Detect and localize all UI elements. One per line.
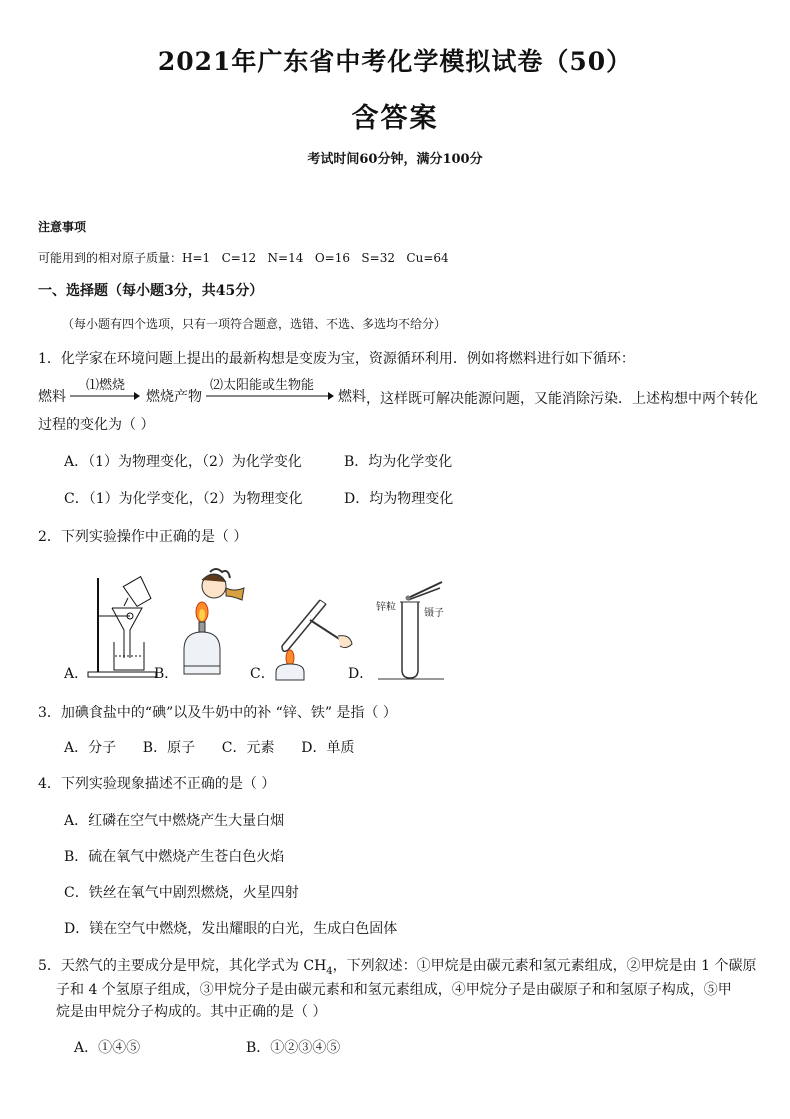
q1-flow-mid: 燃烧产物 xyxy=(146,389,202,405)
q2-option-b[interactable]: B． xyxy=(154,666,179,682)
q5-subscript: 4 xyxy=(326,965,333,977)
q1-stem: 1．化学家在环境问题上提出的最新构想是变废为宝，资源循环利用．例如将燃料进行如下循环： xyxy=(38,351,635,367)
q5-option-b[interactable]: B．①②③④⑤ xyxy=(246,1040,341,1056)
notice-heading: 注意事项 xyxy=(38,220,87,234)
filtration-apparatus-image xyxy=(84,572,160,680)
q1-flow-end: 燃料 xyxy=(338,389,366,405)
q1-option-d[interactable]: D．均为物理变化 xyxy=(344,491,454,507)
exam-duration: 考试时间60分钟，满分100分 xyxy=(307,152,483,167)
section-heading: 一、选择题（每小题3分，共45分） xyxy=(38,283,264,299)
q3-stem: 3．加碘食盐中的“碘”以及牛奶中的补 “锌、铁” 是指（ ） xyxy=(38,705,397,721)
q1-flow-start: 燃料 xyxy=(38,389,66,405)
q1-arrow-2 xyxy=(206,389,334,403)
q1-step1-label: ⑴燃烧 xyxy=(86,378,126,393)
q5-stem-text-cont: ，下列叙述：①甲烷是由碳元素和氢元素组成，②甲烷是由 1 个碳原 xyxy=(332,958,757,974)
adding-zinc-to-test-tube-image xyxy=(368,574,448,682)
q5-stem-line3: 烷是由甲烷分子构成的。其中正确的是（ ） xyxy=(56,1004,327,1020)
q1-stem-cont: ，这样既可解决能源问题，又能消除污染．上述构想中两个转化 xyxy=(366,391,758,407)
section-instruction: （每小题有四个选项，只有一项符合题意，选错、不选、多选均不给分） xyxy=(62,317,447,331)
q4-option-b[interactable]: B．硫在氧气中燃烧产生苍白色火焰 xyxy=(64,849,285,865)
q2-option-a[interactable]: A． xyxy=(64,666,89,682)
q5-stem-line2: 子和 4 个氢原子组成，③甲烷分子是由碳元素和和氢元素组成，④甲烷分子是由碳原子和和氢原子构成，⑤甲 xyxy=(56,982,732,998)
page-title: 2021年广东省中考化学模拟试卷（50） xyxy=(157,47,633,76)
q1-arrow-1 xyxy=(70,389,140,403)
label-zinc: 锌粒 xyxy=(376,602,396,613)
q4-option-c[interactable]: C．铁丝在氧气中剧烈燃烧，火星四射 xyxy=(64,885,299,901)
q2-option-c[interactable]: C． xyxy=(250,666,275,682)
heating-test-tube-image xyxy=(270,590,354,682)
q1-option-c[interactable]: C．（1）为化学变化，（2）为物理变化 xyxy=(64,491,303,507)
q4-option-a[interactable]: A．红磷在空气中燃烧产生大量白烟 xyxy=(64,813,285,829)
q2-stem: 2．下列实验操作中正确的是（ ） xyxy=(38,529,248,545)
label-tweezers: 镊子 xyxy=(424,608,444,619)
blowing-out-lamp-image xyxy=(170,566,252,680)
q5-stem-text: 5．天然气的主要成分是甲烷，其化学式为 CH xyxy=(38,958,327,974)
page-title-line2: 含答案 xyxy=(351,103,439,134)
q2-option-d[interactable]: D． xyxy=(348,666,374,682)
q4-option-d[interactable]: D．镁在空气中燃烧，发出耀眼的白光，生成白色固体 xyxy=(64,921,398,937)
atomic-masses: 可能用到的相对原子质量：H=1 C=12 N=14 O=16 S=32 Cu=64 xyxy=(38,251,449,265)
q1-step2-label: ⑵太阳能或生物能 xyxy=(210,378,315,393)
q1-option-b[interactable]: B．均为化学变化 xyxy=(344,454,453,470)
q5-option-a[interactable]: A．①④⑤ xyxy=(74,1040,141,1056)
q3-options[interactable]: A．分子 B．原子 C．元素 D．单质 xyxy=(64,740,355,756)
q4-stem: 4．下列实验现象描述不正确的是（ ） xyxy=(38,776,276,792)
q1-option-a[interactable]: A．（1）为物理变化，（2）为化学变化 xyxy=(64,454,302,470)
q1-stem-cont2: 过程的变化为（ ） xyxy=(38,417,155,433)
